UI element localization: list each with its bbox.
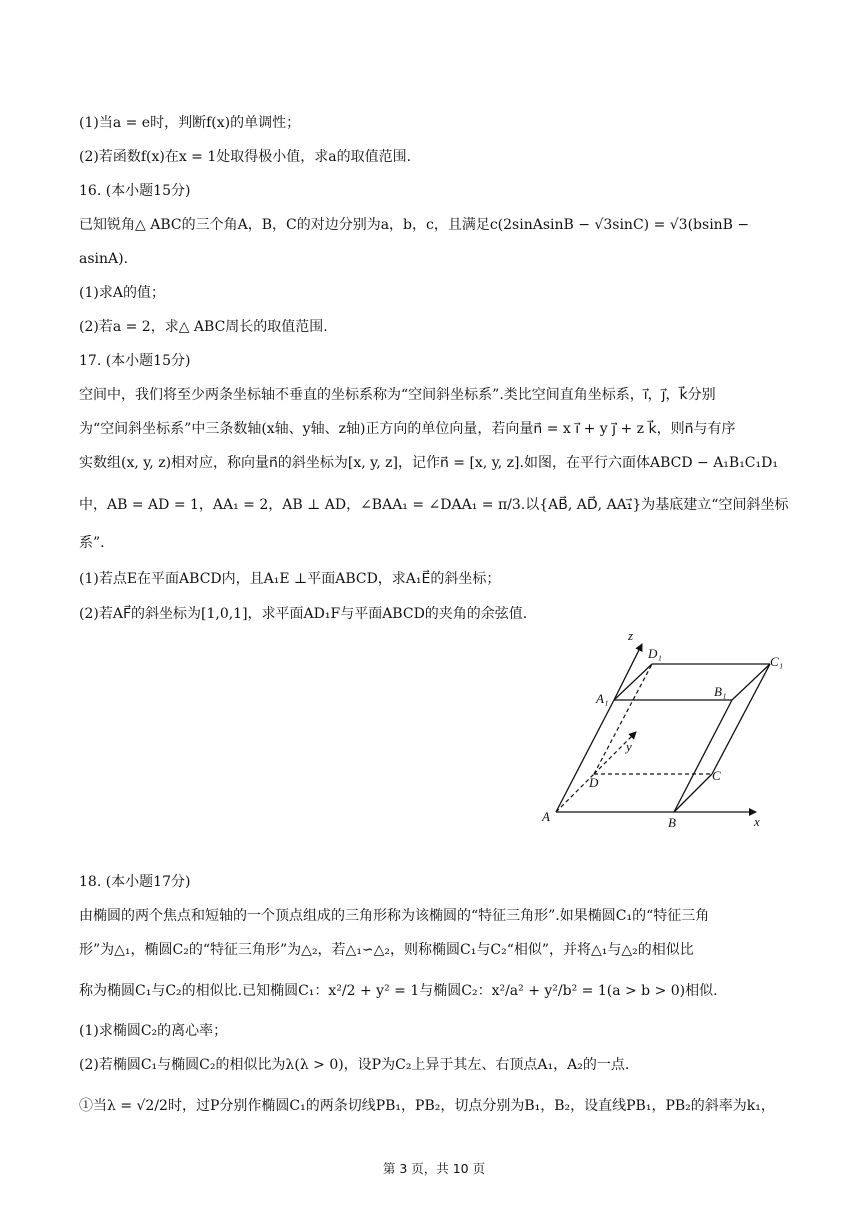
problem17-part2: (2)若AF⃗的斜坐标为[1,0,1]，求平面AD₁F与平面ABCD的夹角的余弦值. — [79, 606, 528, 622]
label-d1: D₁ — [648, 646, 662, 661]
problem17-stem-line1: 空间中，我们将至少两条坐标轴不垂直的坐标系称为“空间斜坐标系”.类比空间直角坐标系，i⃗，j⃗，k⃗分别 — [79, 387, 716, 403]
parallelepiped-figure — [534, 622, 784, 840]
label-y: y — [626, 739, 632, 754]
problem18-stem-line3: 称为椭圆C₁与C₂的相似比.已知椭圆C₁：x²/2 + y² = 1与椭圆C₂：x²/a² + y²/b² = 1(a > b > 0)相似. — [79, 983, 718, 999]
problem18-sub1: ①当λ = √2/2时，过P分别作椭圆C₁的两条切线PB₁，PB₂，切点分别为B₁，B₂，设直线PB₁，PB₂的斜率为k₁， — [79, 1098, 775, 1114]
problem15-part1: (1)当a = e时，判断f(x)的单调性； — [79, 115, 301, 131]
edge-b-c — [674, 774, 712, 812]
label-x: x — [754, 814, 760, 829]
problem18-part1: (1)求椭圆C₂的离心率； — [79, 1023, 228, 1039]
edge-c-c1 — [712, 664, 770, 774]
problem17-header: 17. (本小题15分) — [79, 353, 191, 369]
label-c1: C₁ — [770, 654, 784, 669]
problem16-header: 16. (本小题15分) — [79, 183, 191, 199]
edge-b1-c1 — [732, 664, 770, 700]
label-z: z — [628, 628, 634, 643]
problem18-stem-line1: 由椭圆的两个焦点和短轴的一个顶点组成的三角形称为该椭圆的“特征三角形”.如果椭圆C₁的“特征三角 — [79, 908, 710, 924]
problem18-header: 18. (本小题17分) — [79, 874, 191, 890]
page-footer: 第 3 页，共 10 页 — [382, 1161, 486, 1176]
problem15-part2: (2)若函数f(x)在x = 1处取得极小值，求a的取值范围. — [79, 149, 412, 165]
edge-a-a1 — [556, 700, 614, 812]
edge-a1-d1 — [614, 664, 652, 700]
edge-d-d1-hidden — [594, 664, 652, 774]
problem17-stem-line4: 中，AB = AD = 1，AA₁ = 2，AB ⊥ AD，∠BAA₁ = ∠DAA₁ = π/3.以{AB⃗, AD⃗, AA₁⃗}为基底建立“空间斜坐标 — [79, 497, 789, 513]
problem16-part2: (2)若a = 2，求△ ABC周长的取值范围. — [79, 319, 328, 335]
label-a1: A₁ — [596, 691, 609, 706]
label-d: D — [589, 775, 599, 790]
problem17-part1: (1)若点E在平面ABCD内，且A₁E ⊥平面ABCD，求A₁E⃗的斜坐标； — [79, 571, 501, 587]
problem18-part2: (2)若椭圆C₁与椭圆C₂的相似比为λ(λ > 0)，设P为C₂上异于其左、右顶点A₁，A₂的一点. — [79, 1057, 630, 1073]
edge-b-b1 — [674, 700, 732, 812]
label-b1: B₁ — [714, 684, 727, 699]
problem18-stem-line2: 形”为△₁，椭圆C₂的“特征三角形”为△₂，若△₁∽△₂，则称椭圆C₁与C₂“相似”，并将△₁与△₂的相似比 — [79, 942, 694, 958]
problem17-stem-line2: 为“空间斜坐标系”中三条数轴(x轴、y轴、z轴)正方向的单位向量，若向量n⃗ = x i⃗ + y j⃗ + z k⃗，则n⃗与有序 — [79, 421, 736, 437]
label-a: A — [542, 809, 550, 824]
problem16-part1: (1)求A的值； — [79, 285, 165, 301]
problem16-stem-line1: 已知锐角△ ABC的三个角A，B，C的对边分别为a，b，c，且满足c(2sinAsinB − √3sinC) = √3(bsinB − — [79, 217, 750, 233]
label-c: C — [712, 768, 721, 783]
label-b: B — [668, 815, 676, 830]
problem16-stem-line2: asinA). — [79, 251, 129, 267]
problem17-stem-line5: 系”. — [79, 535, 105, 551]
problem17-stem-line3: 实数组(x, y, z)相对应，称向量n⃗的斜坐标为[x, y, z]，记作n⃗ = [x, y, z].如图，在平行六面体ABCD − A₁B₁C₁D₁ — [79, 455, 778, 471]
